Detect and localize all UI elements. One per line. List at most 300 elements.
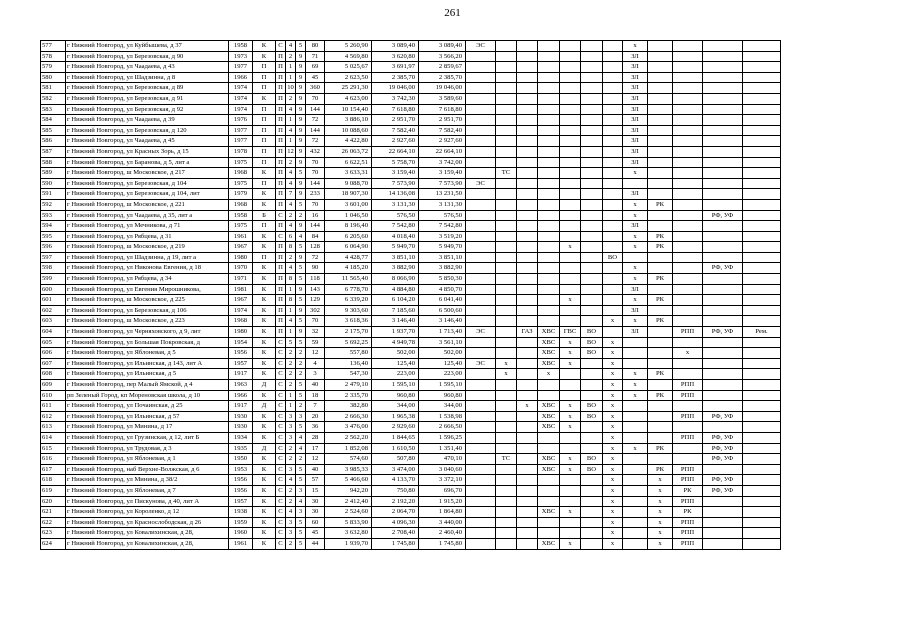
- cell-floors: 2: [296, 369, 306, 380]
- table-row: [41, 62, 781, 73]
- cell-living-area: 7 185,60: [372, 305, 419, 316]
- cell-floors: 3: [296, 507, 306, 518]
- cell-hot-water: х: [560, 242, 581, 253]
- cell-work-code: [673, 454, 703, 465]
- cell-address: г Нижний Новгород, ул Березовская, д 106: [66, 305, 229, 316]
- cell-work-code: РПП: [673, 517, 703, 528]
- cell-living-area: 1 844,65: [372, 432, 419, 443]
- cell-electric-supply: [466, 443, 496, 454]
- cell-foundation: [703, 146, 743, 157]
- cell-repair-code: [648, 210, 673, 221]
- cell-living-area: 7 582,40: [372, 125, 419, 136]
- cell-wall-material: К: [253, 358, 276, 369]
- cell-year-built: 1958: [229, 41, 253, 52]
- cell-roof: [603, 199, 623, 210]
- cell-facade: х: [623, 168, 648, 179]
- cell-floor-type: С: [276, 358, 286, 369]
- cell-floor-type: П: [276, 295, 286, 306]
- cell-gas: [517, 221, 538, 232]
- cell-electric-supply: [466, 72, 496, 83]
- cell-remark: [743, 422, 781, 433]
- cell-sewerage: [581, 41, 603, 52]
- cell-remark: [743, 168, 781, 179]
- cell-floor-type: С: [276, 517, 286, 528]
- cell-electric-supply: ЭС: [466, 358, 496, 369]
- cell-living-area: 7 573,90: [372, 178, 419, 189]
- cell-hot-water: х: [560, 348, 581, 359]
- cell-hot-water: [560, 390, 581, 401]
- cell-residential-area: 3 146,40: [419, 316, 466, 327]
- cell-hot-water: [560, 443, 581, 454]
- cell-floor-type: С: [276, 369, 286, 380]
- cell-floors: 2: [296, 210, 306, 221]
- cell-row-number: 621: [41, 507, 66, 518]
- cell-roof: [603, 51, 623, 62]
- cell-cold-water: [538, 496, 560, 507]
- cell-address: г Нижний Новгород, ул Рябцева, д 34: [66, 274, 229, 285]
- cell-electric-supply: [466, 401, 496, 412]
- cell-address: г Нижний Новгород, ул Чаадаева, д 35, лит а: [66, 210, 229, 221]
- cell-living-area: 3 146,40: [372, 316, 419, 327]
- cell-electric-supply: [466, 454, 496, 465]
- cell-entrances: 1: [286, 390, 296, 401]
- cell-facade: ЗЛ: [623, 146, 648, 157]
- cell-living-area: 2 929,60: [372, 422, 419, 433]
- cell-sewerage: [581, 422, 603, 433]
- cell-repair-code: [648, 146, 673, 157]
- cell-heating: [496, 83, 517, 94]
- cell-facade: [623, 485, 648, 496]
- cell-foundation: РФ, УФ: [703, 210, 743, 221]
- cell-repair-code: РК: [648, 295, 673, 306]
- cell-entrances: 3: [286, 528, 296, 539]
- cell-total-area: 11 565,40: [325, 274, 372, 285]
- cell-roof: [603, 146, 623, 157]
- cell-facade: х: [623, 390, 648, 401]
- cell-foundation: [703, 464, 743, 475]
- cell-address: г Нижний Новгород, ул Яблоневая, д 7: [66, 485, 229, 496]
- cell-foundation: РФ, УФ: [703, 454, 743, 465]
- cell-floors: 2: [296, 401, 306, 412]
- cell-apartments: 28: [306, 432, 325, 443]
- cell-wall-material: П: [253, 104, 276, 115]
- cell-floors: 4: [296, 496, 306, 507]
- cell-cold-water: [538, 443, 560, 454]
- cell-residential-area: 125,40: [419, 358, 466, 369]
- cell-row-number: 605: [41, 337, 66, 348]
- cell-floor-type: С: [276, 422, 286, 433]
- cell-foundation: [703, 83, 743, 94]
- cell-apartments: 80: [306, 41, 325, 52]
- table-row: [41, 125, 781, 136]
- cell-row-number: 613: [41, 422, 66, 433]
- cell-apartments: 69: [306, 62, 325, 73]
- cell-apartments: 4: [306, 358, 325, 369]
- cell-floors: 5: [296, 263, 306, 274]
- cell-entrances: 4: [286, 221, 296, 232]
- cell-hot-water: [560, 51, 581, 62]
- cell-floor-type: П: [276, 284, 286, 295]
- cell-year-built: 1967: [229, 242, 253, 253]
- cell-wall-material: К: [253, 93, 276, 104]
- cell-roof: ВО: [603, 252, 623, 263]
- cell-address: г Нижний Новгород, ул Ильинская, д 5: [66, 369, 229, 380]
- cell-cold-water: [538, 93, 560, 104]
- cell-hot-water: [560, 274, 581, 285]
- cell-electric-supply: ЭС: [466, 41, 496, 52]
- cell-residential-area: 3 040,60: [419, 464, 466, 475]
- cell-gas: [517, 528, 538, 539]
- cell-living-area: 502,00: [372, 348, 419, 359]
- table-row: [41, 485, 781, 496]
- cell-remark: Рем.: [743, 327, 781, 338]
- cell-apartments: 36: [306, 422, 325, 433]
- cell-roof: [603, 221, 623, 232]
- cell-electric-supply: [466, 199, 496, 210]
- cell-facade: х: [623, 443, 648, 454]
- cell-entrances: 2: [286, 443, 296, 454]
- cell-address: г Нижний Новгород, ул Короленко, д 12: [66, 507, 229, 518]
- cell-entrances: 6: [286, 231, 296, 242]
- cell-address: г Нижний Новгород, ул Черняховского, д 9, лит: [66, 327, 229, 338]
- cell-electric-supply: [466, 517, 496, 528]
- cell-year-built: 1961: [229, 231, 253, 242]
- cell-roof: х: [603, 475, 623, 486]
- cell-facade: ЗЛ: [623, 157, 648, 168]
- cell-roof: [603, 263, 623, 274]
- cell-residential-area: 1 864,80: [419, 507, 466, 518]
- cell-total-area: 4 422,80: [325, 136, 372, 147]
- cell-address: г Нижний Новгород, ул Березовская, д 120: [66, 125, 229, 136]
- cell-hot-water: [560, 316, 581, 327]
- cell-remark: [743, 432, 781, 443]
- cell-cold-water: [538, 295, 560, 306]
- cell-floors: 5: [296, 199, 306, 210]
- cell-heating: [496, 146, 517, 157]
- cell-hot-water: [560, 72, 581, 83]
- cell-remark: [743, 178, 781, 189]
- cell-floor-type: П: [276, 199, 286, 210]
- cell-sewerage: [581, 104, 603, 115]
- cell-floor-type: П: [276, 136, 286, 147]
- cell-hot-water: [560, 263, 581, 274]
- cell-roof: [603, 178, 623, 189]
- page-number: 261: [444, 7, 461, 19]
- cell-floor-type: С: [276, 380, 286, 391]
- cell-facade: [623, 475, 648, 486]
- cell-total-area: 1 046,50: [325, 210, 372, 221]
- cell-address: г Нижний Новгород, пер Малый Ямской, д 4: [66, 380, 229, 391]
- cell-facade: х: [623, 242, 648, 253]
- cell-entrances: 2: [286, 93, 296, 104]
- cell-remark: [743, 496, 781, 507]
- cell-heating: [496, 485, 517, 496]
- cell-residential-area: 3 589,60: [419, 93, 466, 104]
- cell-total-area: 5 260,90: [325, 41, 372, 52]
- cell-gas: [517, 443, 538, 454]
- cell-sewerage: ВО: [581, 464, 603, 475]
- cell-residential-area: 1 595,10: [419, 380, 466, 391]
- cell-gas: [517, 337, 538, 348]
- cell-entrances: 1: [286, 136, 296, 147]
- cell-living-area: 3 851,10: [372, 252, 419, 263]
- cell-sewerage: ВО: [581, 327, 603, 338]
- cell-residential-area: 470,10: [419, 454, 466, 465]
- cell-repair-code: [648, 115, 673, 126]
- cell-facade: х: [623, 210, 648, 221]
- cell-heating: [496, 242, 517, 253]
- cell-year-built: 1968: [229, 316, 253, 327]
- cell-gas: х: [517, 401, 538, 412]
- cell-residential-area: 1 915,20: [419, 496, 466, 507]
- cell-wall-material: К: [253, 337, 276, 348]
- cell-floors: 5: [296, 41, 306, 52]
- cell-apartments: 72: [306, 136, 325, 147]
- cell-roof: [603, 295, 623, 306]
- cell-hot-water: х: [560, 401, 581, 412]
- cell-heating: [496, 221, 517, 232]
- cell-floor-type: П: [276, 178, 286, 189]
- cell-cold-water: ХВС: [538, 454, 560, 465]
- cell-total-area: 4 623,00: [325, 93, 372, 104]
- cell-repair-code: [648, 411, 673, 422]
- cell-hot-water: [560, 380, 581, 391]
- cell-apartments: 144: [306, 125, 325, 136]
- cell-electric-supply: [466, 316, 496, 327]
- cell-total-area: 3 618,36: [325, 316, 372, 327]
- cell-year-built: 1971: [229, 274, 253, 285]
- cell-apartments: 128: [306, 242, 325, 253]
- cell-year-built: 1956: [229, 348, 253, 359]
- cell-cold-water: [538, 221, 560, 232]
- table-row: [41, 390, 781, 401]
- table-row: [41, 157, 781, 168]
- cell-roof: [603, 168, 623, 179]
- cell-remark: [743, 62, 781, 73]
- cell-wall-material: К: [253, 432, 276, 443]
- cell-sewerage: [581, 178, 603, 189]
- cell-floors: 9: [296, 252, 306, 263]
- cell-floors: 9: [296, 104, 306, 115]
- cell-work-code: [673, 358, 703, 369]
- cell-total-area: 6 622,51: [325, 157, 372, 168]
- cell-repair-code: [648, 51, 673, 62]
- cell-roof: [603, 83, 623, 94]
- cell-work-code: [673, 252, 703, 263]
- cell-electric-supply: [466, 231, 496, 242]
- cell-foundation: [703, 528, 743, 539]
- cell-apartments: 15: [306, 485, 325, 496]
- cell-wall-material: П: [253, 136, 276, 147]
- cell-wall-material: П: [253, 146, 276, 157]
- cell-apartments: 40: [306, 464, 325, 475]
- cell-address: г Нижний Новгород, ул Никонова Евгения, д 18: [66, 263, 229, 274]
- cell-year-built: 1953: [229, 464, 253, 475]
- cell-cold-water: [538, 485, 560, 496]
- table-row: [41, 528, 781, 539]
- cell-year-built: 1974: [229, 104, 253, 115]
- cell-wall-material: П: [253, 115, 276, 126]
- cell-apartments: 72: [306, 252, 325, 263]
- cell-roof: х: [603, 454, 623, 465]
- cell-remark: [743, 72, 781, 83]
- table-row: [41, 496, 781, 507]
- cell-total-area: 136,40: [325, 358, 372, 369]
- table-row: [41, 295, 781, 306]
- cell-entrances: 3: [286, 464, 296, 475]
- cell-floors: 9: [296, 93, 306, 104]
- cell-row-number: 602: [41, 305, 66, 316]
- cell-heating: [496, 136, 517, 147]
- cell-gas: [517, 485, 538, 496]
- cell-row-number: 591: [41, 189, 66, 200]
- cell-wall-material: К: [253, 369, 276, 380]
- cell-floors: 9: [296, 83, 306, 94]
- cell-foundation: [703, 231, 743, 242]
- cell-foundation: [703, 104, 743, 115]
- cell-year-built: 1975: [229, 157, 253, 168]
- cell-row-number: 586: [41, 136, 66, 147]
- cell-hot-water: [560, 157, 581, 168]
- cell-repair-code: [648, 305, 673, 316]
- table-row: [41, 432, 781, 443]
- cell-apartments: 18: [306, 390, 325, 401]
- cell-wall-material: П: [253, 252, 276, 263]
- cell-total-area: 5 025,67: [325, 62, 372, 73]
- cell-address: г Нижний Новгород, ул Березовская, д 91: [66, 93, 229, 104]
- cell-remark: [743, 358, 781, 369]
- cell-sewerage: [581, 390, 603, 401]
- cell-row-number: 615: [41, 443, 66, 454]
- cell-sewerage: [581, 146, 603, 157]
- cell-roof: [603, 93, 623, 104]
- cell-sewerage: [581, 62, 603, 73]
- cell-repair-code: [648, 125, 673, 136]
- cell-roof: [603, 62, 623, 73]
- cell-hot-water: [560, 83, 581, 94]
- cell-living-area: 4 018,40: [372, 231, 419, 242]
- cell-electric-supply: [466, 242, 496, 253]
- cell-year-built: 1967: [229, 295, 253, 306]
- cell-foundation: [703, 507, 743, 518]
- cell-apartments: 45: [306, 528, 325, 539]
- cell-residential-area: 2 666,50: [419, 422, 466, 433]
- cell-heating: [496, 189, 517, 200]
- cell-row-number: 598: [41, 263, 66, 274]
- cell-cold-water: ХВС: [538, 464, 560, 475]
- cell-floor-type: П: [276, 157, 286, 168]
- cell-foundation: [703, 115, 743, 126]
- cell-apartments: 360: [306, 83, 325, 94]
- cell-electric-supply: [466, 51, 496, 62]
- cell-repair-code: [648, 422, 673, 433]
- cell-repair-code: [648, 263, 673, 274]
- cell-apartments: 143: [306, 284, 325, 295]
- cell-work-code: [673, 284, 703, 295]
- cell-foundation: [703, 221, 743, 232]
- cell-floors: 5: [296, 380, 306, 391]
- cell-row-number: 618: [41, 475, 66, 486]
- cell-gas: [517, 517, 538, 528]
- cell-gas: [517, 62, 538, 73]
- cell-foundation: [703, 93, 743, 104]
- cell-wall-material: К: [253, 454, 276, 465]
- cell-hot-water: х: [560, 464, 581, 475]
- cell-floors: 5: [296, 274, 306, 285]
- cell-row-number: 590: [41, 178, 66, 189]
- cell-year-built: 1930: [229, 422, 253, 433]
- cell-total-area: 4 185,20: [325, 263, 372, 274]
- cell-repair-code: [648, 337, 673, 348]
- cell-cold-water: [538, 231, 560, 242]
- cell-remark: [743, 464, 781, 475]
- cell-gas: [517, 41, 538, 52]
- cell-cold-water: [538, 380, 560, 391]
- cell-cold-water: [538, 41, 560, 52]
- cell-total-area: 1 852,08: [325, 443, 372, 454]
- cell-residential-area: 344,00: [419, 401, 466, 412]
- cell-entrances: 1: [286, 284, 296, 295]
- cell-electric-supply: [466, 538, 496, 549]
- cell-year-built: 1974: [229, 83, 253, 94]
- cell-electric-supply: [466, 380, 496, 391]
- cell-cold-water: [538, 252, 560, 263]
- cell-work-code: [673, 263, 703, 274]
- cell-living-area: 344,00: [372, 401, 419, 412]
- cell-roof: [603, 115, 623, 126]
- cell-living-area: 2 951,70: [372, 115, 419, 126]
- cell-heating: [496, 51, 517, 62]
- cell-total-area: 5 466,60: [325, 475, 372, 486]
- cell-floors: 9: [296, 72, 306, 83]
- cell-repair-code: [648, 104, 673, 115]
- cell-facade: ЗЛ: [623, 51, 648, 62]
- cell-living-area: 5 949,70: [372, 242, 419, 253]
- cell-residential-area: 2 859,67: [419, 62, 466, 73]
- cell-year-built: 1975: [229, 178, 253, 189]
- cell-sewerage: [581, 432, 603, 443]
- cell-work-code: [673, 83, 703, 94]
- cell-gas: [517, 454, 538, 465]
- cell-work-code: РПП: [673, 538, 703, 549]
- cell-foundation: РФ, УФ: [703, 411, 743, 422]
- cell-repair-code: [648, 168, 673, 179]
- cell-repair-code: РК: [648, 199, 673, 210]
- cell-residential-area: 3 440,00: [419, 517, 466, 528]
- cell-total-area: 2 623,50: [325, 72, 372, 83]
- cell-foundation: РФ, УФ: [703, 263, 743, 274]
- cell-cold-water: [538, 136, 560, 147]
- cell-heating: [496, 390, 517, 401]
- cell-gas: [517, 284, 538, 295]
- cell-address: г Нижний Новгород, ул Березовская, д 104, лит: [66, 189, 229, 200]
- cell-facade: ЗЛ: [623, 327, 648, 338]
- cell-roof: [603, 327, 623, 338]
- cell-heating: ТС: [496, 168, 517, 179]
- cell-remark: [743, 125, 781, 136]
- cell-roof: х: [603, 411, 623, 422]
- cell-facade: ЗЛ: [623, 221, 648, 232]
- cell-heating: [496, 157, 517, 168]
- cell-hot-water: [560, 210, 581, 221]
- cell-sewerage: [581, 380, 603, 391]
- cell-heating: [496, 72, 517, 83]
- cell-address: г Нижний Новгород, ул Березовская, д 92: [66, 104, 229, 115]
- cell-foundation: [703, 316, 743, 327]
- table-row: [41, 83, 781, 94]
- cell-repair-code: [648, 358, 673, 369]
- cell-address: г Нижний Новгород, ул Баранова, д 5, лит а: [66, 157, 229, 168]
